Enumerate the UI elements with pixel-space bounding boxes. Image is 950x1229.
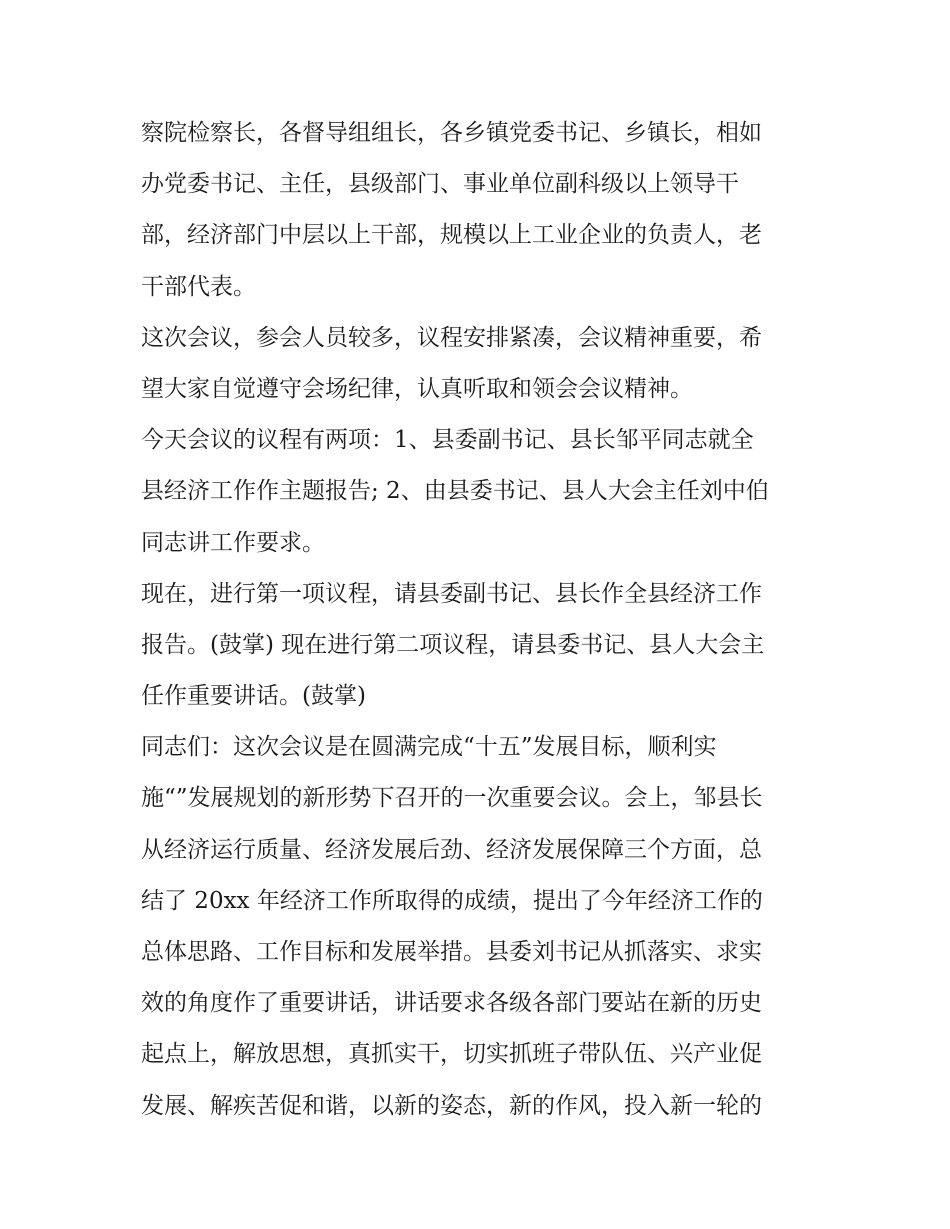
text-line-20: 发展、解疾苦促和谐，以新的姿态，新的作风，投入新一轮的 <box>141 1092 762 1119</box>
text-line-13: 同志们：这次会议是在圆满完成“十五”发展目标，顺利实 <box>141 734 717 761</box>
text-line-7: 今天会议的议程有两项：1、县委副书记、县长邹平同志就全 <box>141 427 754 454</box>
text-line-6: 望大家自觉遵守会场纪律，认真听取和领会会议精神。 <box>141 375 693 402</box>
text-line-9: 同志讲工作要求。 <box>141 529 325 556</box>
text-line-5: 这次会议，参会人员较多，议程安排紧凑，会议精神重要，希 <box>141 324 762 351</box>
text-line-12: 任作重要讲话。(鼓掌) <box>141 683 366 710</box>
text-line-4: 干部代表。 <box>141 273 256 300</box>
text-line-17: 总体思路、工作目标和发展举措。县委刘书记从抓落实、求实 <box>141 939 762 965</box>
text-line-2: 办党委书记、主任，县级部门、事业单位副科级以上领导干 <box>141 171 739 198</box>
text-line-16: 结了 20xx 年经济工作所取得的成绩，提出了今年经济工作的 <box>141 887 763 914</box>
document-body <box>141 108 821 1132</box>
text-line-15: 从经济运行质量、经济发展后劲、经济发展保障三个方面，总 <box>141 836 762 863</box>
text-line-10: 现在，进行第一项议程，请县委副书记、县长作全县经济工作 <box>141 580 762 607</box>
text-line-3: 部，经济部门中层以上干部，规模以上工业企业的负责人，老 <box>141 222 762 249</box>
text-line-19: 起点上，解放思想，真抓实干，切实抓班子带队伍、兴产业促 <box>141 1041 762 1068</box>
text-line-11: 报告。(鼓掌) 现在进行第二项议程，请县委书记、县人大会主 <box>141 631 765 658</box>
text-line-18: 效的角度作了重要讲话，讲话要求各级各部门要站在新的历史 <box>141 990 762 1017</box>
text-line-14: 施“”发展规划的新形势下召开的一次重要会议。会上，邹县长 <box>141 785 763 812</box>
text-line-8: 县经济工作作主题报告; 2、由县委书记、县人大会主任刘中伯 <box>141 478 769 505</box>
text-line-1: 察院检察长，各督导组组长，各乡镇党委书记、乡镇长，相如 <box>141 120 762 146</box>
